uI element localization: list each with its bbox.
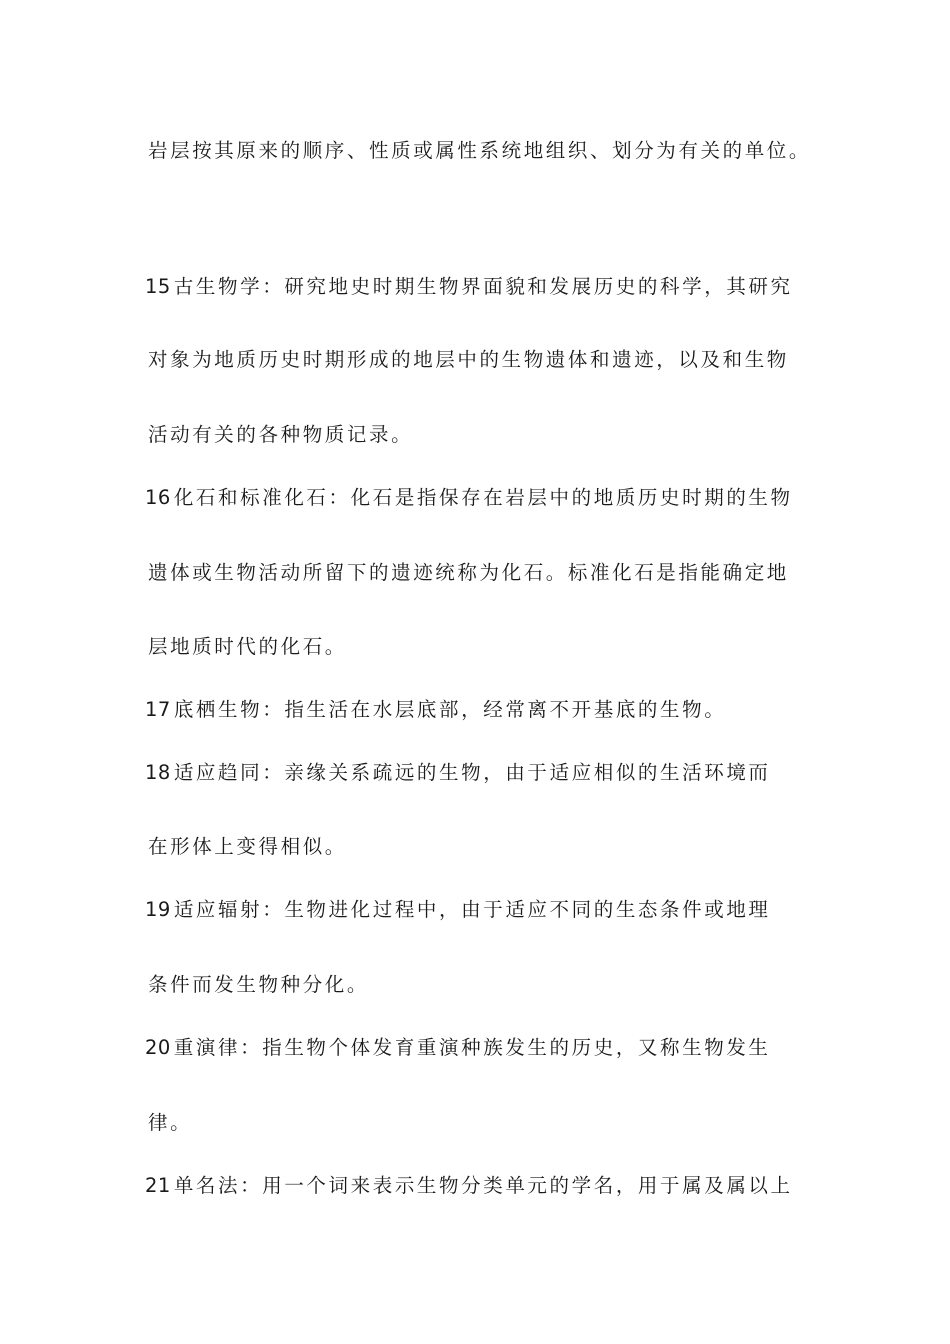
term-number: 18 [145,761,171,784]
line-text: 化石和标准化石：化石是指保存在岩层中的地质历史时期的生物 [173,486,793,509]
line-text: 重演律：指生物个体发育重演种族发生的历史，又称生物发生 [173,1036,771,1059]
line-text: 律。 [148,1111,193,1134]
line-text: 活动有关的各种物质记录。 [148,423,414,446]
line-text: 适应辐射：生物进化过程中，由于适应不同的生态条件或地理 [173,898,771,921]
line-text: 适应趋同：亲缘关系疏远的生物，由于适应相似的生活环境而 [173,761,771,784]
text-line [145,1171,825,1201]
line-text: 对象为地质历史时期形成的地层中的生物遗体和遗迹，以及和生物 [148,348,789,371]
text-line [145,632,825,662]
term-number: 20 [145,1036,171,1059]
term-number: 15 [145,275,171,298]
line-text: 在形体上变得相似。 [148,835,347,858]
term-number: 17 [145,698,171,721]
text-line [145,272,825,302]
line-text: 层地质时代的化石。 [148,635,347,658]
text-line [145,483,825,513]
term-number: 19 [145,898,171,921]
line-text: 岩层按其原来的顺序、性质或属性系统地组织、划分为有关的单位。 [148,139,812,162]
text-line [145,136,825,166]
text-line [145,558,825,588]
text-line [145,758,825,788]
text-line [145,1108,825,1138]
line-text: 遗体或生物活动所留下的遗迹统称为化石。标准化石是指能确定地 [148,561,789,584]
text-line [145,420,825,450]
text-line [145,345,825,375]
text-line [145,832,825,862]
line-text: 底栖生物：指生活在水层底部，经常离不开基底的生物。 [173,698,727,721]
text-line [145,695,825,725]
line-text: 条件而发生物种分化。 [148,973,370,996]
text-line [145,1033,825,1063]
term-number: 21 [145,1174,171,1197]
line-text: 单名法：用一个词来表示生物分类单元的学名，用于属及属以上 [173,1174,793,1197]
term-number: 16 [145,486,171,509]
text-line [145,895,825,925]
text-line [145,970,825,1000]
line-text: 古生物学：研究地史时期生物界面貌和发展历史的科学，其研究 [173,275,793,298]
